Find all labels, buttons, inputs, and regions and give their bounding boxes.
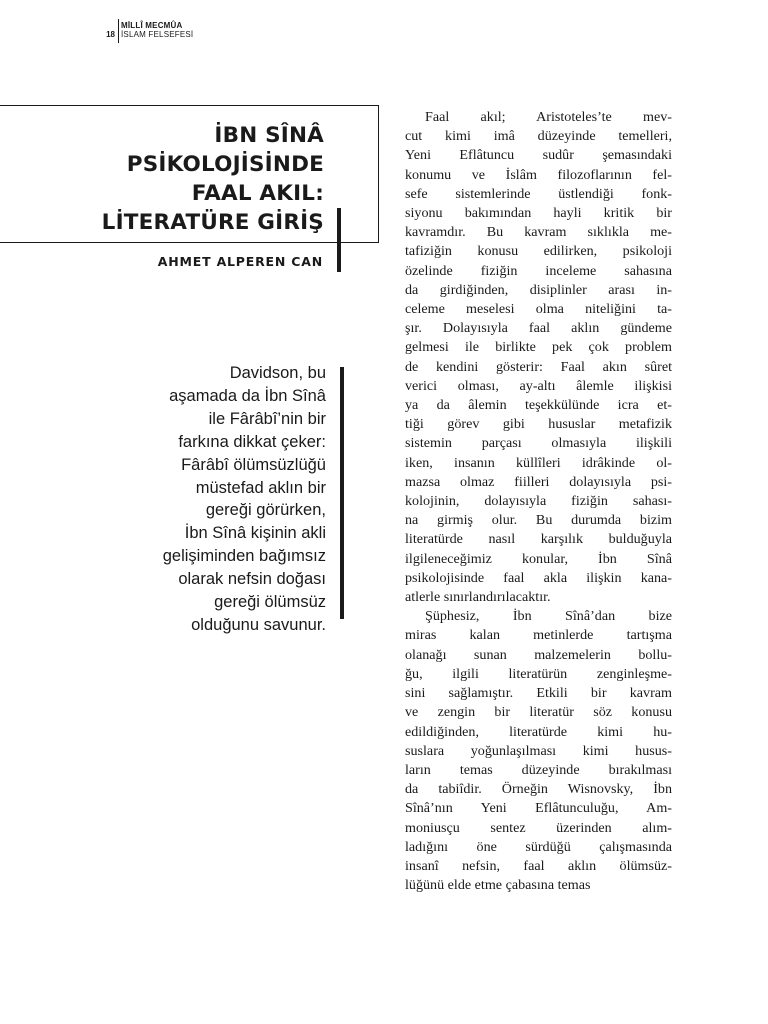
body-text-column: [405, 108, 672, 895]
body-line: ilgileneceğimiz konular, İbn Sînâ: [405, 550, 672, 567]
running-header: [100, 18, 240, 48]
body-line: verici olması, ay-altı âlemle ilişkisi: [405, 377, 672, 394]
body-line: sefe sistemlerinde üstlendiği fonk-: [405, 185, 672, 202]
body-line: tiği görev gibi hususlar metafizik: [405, 416, 672, 433]
body-line: özelinde fiziğin inceleme sahasına: [405, 262, 672, 279]
title-accent-bar: [337, 208, 341, 272]
body-line: Faal akıl; Aristoteles’te mev-: [425, 109, 672, 125]
pull-quote-line: aşamada da İbn Sînâ: [169, 386, 326, 405]
article-title: [24, 121, 324, 237]
body-line: siyonu bakımından hayli kritik bir: [405, 205, 672, 222]
page-number: 18: [106, 30, 115, 39]
body-line: insanî nefsin, faal aklın ölümsüz-: [405, 857, 672, 874]
body-line: Yeni Eflâtuncu sudûr şemasındaki: [405, 147, 672, 164]
title-line: İBN SÎNÂ: [214, 123, 324, 148]
body-line: ya da âlemin teşekkülünde icra et-: [405, 397, 672, 414]
pull-quote-line: gereği görürken,: [205, 501, 326, 520]
pull-quote-line: İbn Sînâ kişinin akli: [184, 524, 326, 543]
pull-quote-line: gelişiminden bağımsız: [162, 547, 326, 566]
body-line: ladığını öne sürdüğü çalışmasında: [405, 838, 672, 855]
title-line: FAAL AKIL:: [191, 181, 324, 206]
body-line: konumu ve İslâm filozoflarının fel-: [405, 166, 672, 183]
body-line: iken, insanın küllîleri idrâkinde ol-: [405, 454, 672, 471]
title-box: [0, 105, 379, 243]
pull-quote-line: Davidson, bu: [229, 364, 326, 382]
header-divider: [118, 19, 119, 43]
body-line: gelmesi ile birlikte pek çok problem: [405, 339, 672, 356]
body-line: kolojinin, dolayısıyla fiziğin sahası-: [405, 493, 672, 510]
article-author: AHMET ALPEREN CAN: [157, 254, 323, 269]
body-line: psikolojisinde faal akla ilişkin kana-: [405, 569, 672, 586]
body-line: literatürde nasıl karşılık bulduğuyla: [405, 531, 672, 548]
body-line: mazsa olmaz fiilleri dolayısıyla psi-: [405, 473, 672, 490]
journal-name: MİLLÎ MECMÛA: [121, 21, 183, 30]
pull-quote-line: müstefad aklın bir: [195, 478, 326, 497]
body-line: da girdiğinden, disiplinler arası in-: [405, 281, 672, 298]
title-line: LİTERATÜRE GİRİŞ: [101, 210, 324, 235]
pull-quote-line: gereği ölümsüz: [214, 593, 326, 612]
body-line: olanağı sunan malzemelerin bollu-: [405, 646, 672, 663]
body-line: atlerle sınırlandırılacaktır.: [405, 589, 551, 606]
pull-quote-line: Fârâbî ölümsüzlüğü: [181, 455, 326, 474]
title-line: PSİKOLOJİSİNDE: [126, 152, 324, 177]
body-line: suslara yoğunlaşılması kimi husus-: [405, 742, 672, 759]
body-line: sini sağlamıştır. Etkili bir kavram: [405, 685, 672, 702]
section-name: İSLAM FELSEFESİ: [121, 30, 194, 39]
body-line: Şüphesiz, İbn Sînâ’dan bize: [425, 608, 672, 625]
body-line: kavramdır. Bu kavram sıklıkla me-: [405, 224, 672, 241]
pull-quote-bar: [340, 367, 344, 619]
pull-quote-line: farkına dikkat çeker:: [178, 432, 326, 451]
body-line: Sînâ’nın Yeni Eflâtunculuğu, Am-: [405, 800, 672, 817]
body-line: şır. Dolayısıyla faal aklın gündeme: [405, 320, 672, 337]
pull-quote-line: olduğunu savunur.: [191, 615, 326, 634]
body-line: celeme meselesi olma niteliğini ta-: [405, 301, 672, 318]
body-line: da tabiîdir. Örneğin Wisnovsky, İbn: [405, 781, 672, 798]
body-line: cut kimi imâ düzeyinde temelleri,: [405, 128, 672, 145]
body-line: de kendini gösterir: Faal akın sûret: [405, 358, 672, 375]
body-line: moniusçu sentez üzerinden alım-: [405, 819, 672, 836]
body-line: ve zengin bir literatür söz konusu: [405, 704, 672, 721]
pull-quote-line: olarak nefsin doğası: [178, 570, 326, 589]
body-line: ğu, ilgili literatürün zenginleşme-: [405, 665, 672, 682]
body-line: tafiziğin konusu edilirken, psikoloji: [405, 243, 672, 260]
body-line: ların temas düzeyinde bırakılması: [405, 761, 672, 778]
body-line: sistemin parçası olmasıyla ilişkili: [405, 435, 672, 452]
body-line: miras kalan metinlerde tartışma: [405, 627, 672, 644]
body-line: edildiğinden, literatürde kimi hu-: [405, 723, 672, 740]
pull-quote: [110, 362, 326, 637]
body-line: na girmiş olur. Bu durumda bizim: [405, 512, 672, 529]
body-line: lüğünü elde etme çabasına temas: [405, 877, 591, 894]
pull-quote-line: ile Fârâbî’nin bir: [208, 409, 326, 428]
